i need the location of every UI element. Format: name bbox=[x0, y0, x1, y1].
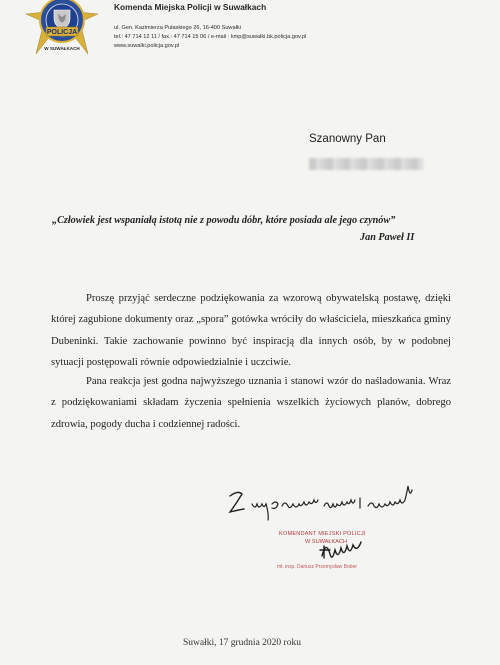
body-paragraph-1: Proszę przyjąć serdeczne podziękowania za wzorową obywatelską postawę, dzięki której zagubione dokumenty oraz „spora” gotówka wróciły do właściciela, mieszkańca gminy Dubeninki. Takie zachowanie powinno być inspiracją dla innych osób, by w podobnej sytuacji postępowali równie odpowiedzialnie i uczciwie. bbox=[51, 293, 451, 368]
logo-badge-text: POLICJA bbox=[46, 29, 78, 37]
logo-city-text: W SUWAŁKACH bbox=[44, 46, 80, 51]
signature-mark bbox=[318, 538, 370, 564]
institution-address: ul. Gen. Kazimierza Pułaskiego 26, 16-400 Suwałki bbox=[114, 25, 241, 31]
stamp-title: KOMENDANT MIEJSKI POLICJI bbox=[279, 531, 366, 537]
quote-text: „Człowiek jest wspaniałą istotą nie z powodu dóbr, które posiada ale jego czynów” bbox=[52, 215, 396, 226]
stamp-officer-name: mł. insp. Dariusz Przemysław Bober bbox=[277, 564, 358, 570]
recipient-name-redacted bbox=[309, 158, 423, 170]
quote-author: Jan Paweł II bbox=[360, 232, 415, 243]
police-badge-logo bbox=[24, 0, 100, 56]
institution-contact: tel.: 47 714 12 11 / fax.: 47 714 15 06 / e-mail : kmp@suwalki.bk.policja.gov.pl bbox=[114, 34, 307, 40]
handwritten-closing bbox=[226, 484, 426, 522]
stamp-city: W SUWAŁKACH bbox=[305, 539, 348, 545]
body-paragraph-2: Pana reakcja jest godna najwyższego uznania i stanowi wzór do naśladowania. Wraz z podziękowaniami składam życzenia spełnienia wszelkich życiowych planów, dobrego zdrowia, pogody ducha i codziennej radości. bbox=[51, 376, 451, 430]
recipient-salutation: Szanowny Pan bbox=[309, 133, 386, 145]
institution-website: www.suwalki.policja.gov.pl bbox=[114, 43, 180, 49]
institution-name: Komenda Miejska Policji w Suwałkach bbox=[114, 2, 267, 12]
place-and-date: Suwałki, 17 grudnia 2020 roku bbox=[183, 638, 301, 648]
